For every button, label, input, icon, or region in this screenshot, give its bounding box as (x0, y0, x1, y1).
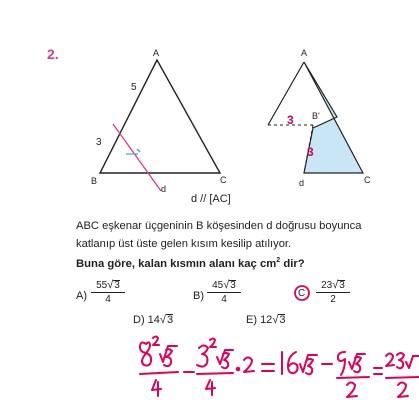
hand-3-top: 3 (287, 113, 294, 127)
question-tail: dir? (280, 257, 305, 270)
label-d-left: d (161, 184, 167, 194)
label-a-right: A (301, 48, 308, 58)
right-folded-figure (260, 45, 380, 185)
handwritten-solution (0, 330, 419, 409)
problem-statement (76, 217, 406, 253)
line-d (113, 124, 161, 191)
question-prompt (76, 257, 305, 270)
option-e[interactable]: E) 12√3 (246, 314, 286, 326)
label-d-right: d (299, 178, 305, 188)
label-b-left: B (91, 176, 98, 186)
option-d[interactable]: D) 14√3 (133, 314, 174, 326)
hand-3-bottom: 3 (307, 145, 314, 159)
parallel-condition: d // [AC] (191, 193, 231, 205)
option-a-letter[interactable]: A) (76, 290, 87, 302)
segment-3: 3 (96, 137, 102, 148)
statement-line-1: ABC eşkenar üçgeninin B köşesinden d doğrusu boyunca (76, 220, 362, 232)
segment-5: 5 (131, 82, 137, 93)
edge-a-b (268, 62, 304, 125)
question-number: 2. (47, 46, 59, 62)
option-b-value: $\frac{45√3}{4}$ (207, 279, 241, 306)
label-a-left: A (153, 48, 160, 58)
label-b-prime: B' (312, 111, 320, 121)
statement-line-2: katlanıp üst üste gelen kısım kesilip atılıyor. (76, 238, 292, 250)
label-c-right: C (364, 175, 371, 185)
option-c-value: $\frac{23√3}{2}$ (316, 279, 350, 306)
question-main: Buna göre, kalan kısmın alanı kaç cm (76, 257, 277, 270)
handwriting-text: 8²√3/4 − 3²·√3/4 · 2 = 16√3 − 9√3/2 = 23√3/2 (0, 330, 20, 331)
triangle-abc (100, 60, 220, 173)
label-c-left: C (220, 175, 227, 185)
left-triangle-figure (80, 45, 240, 195)
question-sup: 2 (276, 257, 281, 264)
option-b-letter[interactable]: B) (193, 290, 204, 302)
option-a-value: $\frac{55√3}{4}$ (91, 279, 125, 306)
option-c-letter[interactable]: C (298, 288, 306, 299)
tick-mark (137, 149, 140, 152)
